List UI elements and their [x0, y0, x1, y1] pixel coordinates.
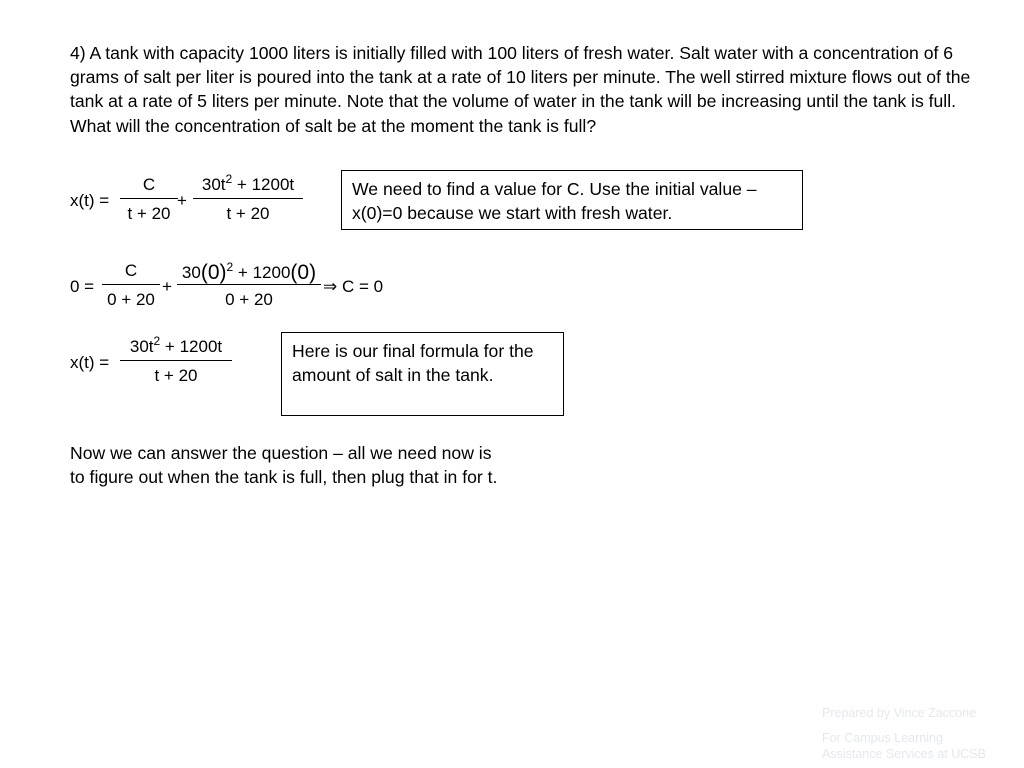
fraction-bar	[120, 198, 178, 199]
note2-text: Here is our final formula for the amount of salt in the tank.	[292, 341, 534, 385]
equation1-frac1-numerator: C	[142, 175, 156, 194]
fraction-bar	[102, 284, 160, 285]
equation2-result: ⇒ C = 0	[323, 277, 384, 296]
conclusion-line-2: to figure out when the tank is full, then plug that in for t.	[70, 467, 498, 487]
equation1-lhs: x(t) =	[70, 191, 110, 210]
equation2-frac1-numerator: C	[124, 261, 138, 280]
equation2-frac2-denominator: 0 + 20	[225, 290, 273, 309]
equation3-fraction	[120, 334, 232, 385]
equation3-lhs: x(t) =	[70, 353, 110, 372]
fraction-bar	[177, 284, 321, 285]
conclusion-line-1: Now we can answer the question – all we need now is	[70, 443, 492, 463]
footer-prepared-by: Prepared by Vince Zaccone	[822, 706, 977, 720]
equation3-numerator: $30t^2 + 1200t$	[129, 334, 223, 356]
equation-initial-condition	[70, 262, 410, 316]
equation2-plus: +	[162, 277, 172, 296]
problem-statement: 4) A tank with capacity 1000 liters is initially filled with 100 liters of fresh water. Salt water with a concentration of 6 grams of salt per liter is poured into the tank at a rate of 10 liters per minute. The well stirred mixture flows out of the tank at a rate of 5 liters per minute. Note that the volume of water in the tank will be increasing until the tank is full. What will the concentration of salt be at the moment the tank is full?	[70, 43, 971, 136]
equation2-fraction-c	[102, 262, 160, 308]
fraction-bar	[120, 360, 232, 361]
equation1-frac2-denominator: t + 20	[226, 204, 270, 223]
equation1-fraction-c	[120, 176, 178, 222]
equation3-denominator: t + 20	[154, 366, 198, 385]
equation1-plus: +	[177, 191, 187, 210]
equation1-frac1-denominator: t + 20	[127, 204, 171, 223]
equation-general-solution	[70, 172, 310, 228]
note1-text: We need to find a value for C. Use the initial value – x(0)=0 because we start with fresh water.	[352, 179, 757, 223]
fraction-bar	[193, 198, 303, 199]
equation2-frac1-denominator: 0 + 20	[107, 290, 155, 309]
equation2-fraction-polynomial	[177, 262, 321, 308]
note-find-constant	[341, 170, 803, 230]
equation1-frac2-numerator: $30t^2 + 1200t$	[201, 172, 295, 194]
equation-final-formula	[70, 334, 250, 390]
footer-credit	[822, 730, 1022, 762]
footer-credit-line-2: Assistance Services at UCSB	[822, 747, 986, 761]
equation2-lhs: 0 =	[70, 277, 95, 296]
equation2-frac2-numerator: $30(0)^2 + 1200(0)$	[181, 260, 317, 284]
equation1-fraction-polynomial	[193, 172, 303, 223]
conclusion-text	[70, 441, 590, 489]
note-final-formula	[281, 332, 564, 416]
footer-credit-line-1: For Campus Learning	[822, 731, 943, 745]
